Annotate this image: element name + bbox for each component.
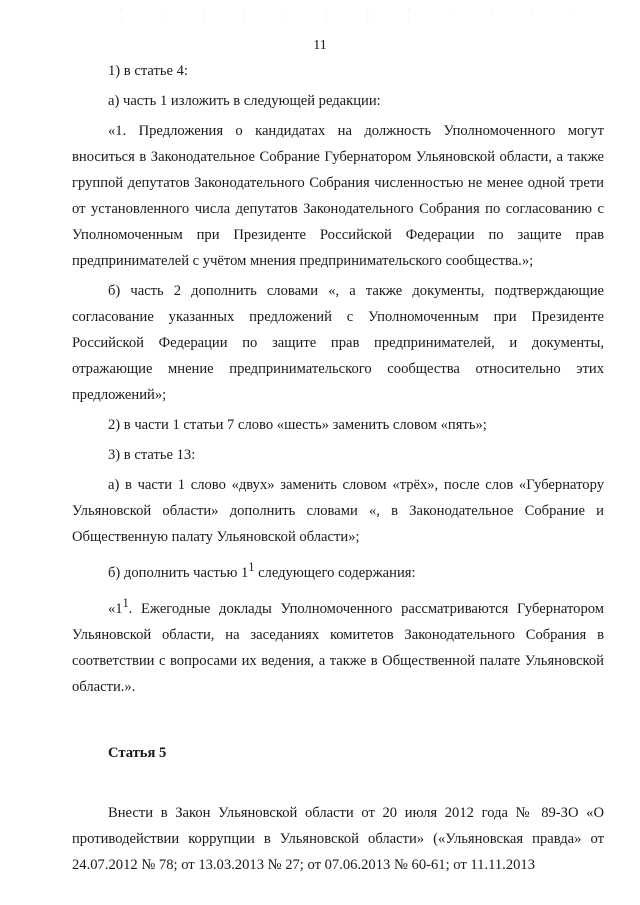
article-heading: Статья 5 bbox=[108, 744, 167, 761]
paragraph-add-part-post: следующего содержания: bbox=[254, 564, 416, 581]
page-number: 11 bbox=[313, 38, 327, 53]
paragraph-part-1-edit: а) часть 1 изложить в следующей редакции: bbox=[108, 93, 381, 109]
paragraph-annual-reports-post: . Ежегодные доклады Уполномоченного рассматриваются Губернатором Ульяновской области, на заседаниях комитетов Законодательного Собрания в соответствии с вопросами их ведения, а также в Общественной палате Ульяновской области.». bbox=[72, 600, 604, 695]
paragraph-candidates-proposal: «1. Предложения о кандидатах на должность Уполномоченного могут вноситься в Законодательное Собрание Губернатором Ульяновской области, а также группой депутатов Законодательного Собрания численностью не менее одной трети от установленного числа депутатов Законодательного Собрания по согласованию с Уполномоченным при Президенте Российской Федерации по защите прав предпринимателей с учётом мнения предпринимательского сообщества.»; bbox=[72, 123, 604, 269]
paragraph-add-part bbox=[72, 554, 604, 586]
paragraph-article-13: 3) в статье 13: bbox=[108, 447, 196, 463]
paragraph-annual-reports bbox=[72, 590, 604, 700]
paragraph-article-7: 2) в части 1 статьи 7 слово «шесть» заменить словом «пять»; bbox=[108, 417, 487, 433]
superscript: 1 bbox=[122, 595, 129, 610]
paragraph-part-2-addition: б) часть 2 дополнить словами «, а также документы, подтверждающие согласование указанных предложений с Уполномоченным при Президенте Российской Федерации по защите прав предпринимателей, и документы, отражающие мнение предпринимательского сообщества относительно этих предложений»; bbox=[72, 283, 604, 403]
scan-artifact: · · · · · · · · · · · · · · · · · · · · bbox=[120, 6, 593, 24]
paragraph-add-part-pre: б) дополнить частью 1 bbox=[108, 564, 249, 581]
paragraph-annual-reports-pre: «1 bbox=[108, 600, 123, 617]
superscript: 1 bbox=[248, 560, 255, 574]
paragraph-part-1-replace: а) в части 1 слово «двух» заменить словом «трёх», после слов «Губернатору Ульяновской области» дополнить словами «, в Законодательное Собрание и Общественную палату Ульяновской области»; bbox=[72, 477, 604, 545]
paragraph-amend-law: Внести в Закон Ульяновской области от 20 июля 2012 года № 89-ЗО «О противодействии коррупции в Ульяновской области» («Ульяновская правда» от 24.07.2012 № 78; от 13.03.2013 № 27; от 07.06.2013 № 60-61; от 11.11.2013 bbox=[72, 804, 604, 873]
document-body bbox=[72, 58, 604, 878]
paragraph-article-4: 1) в статье 4: bbox=[108, 63, 188, 79]
